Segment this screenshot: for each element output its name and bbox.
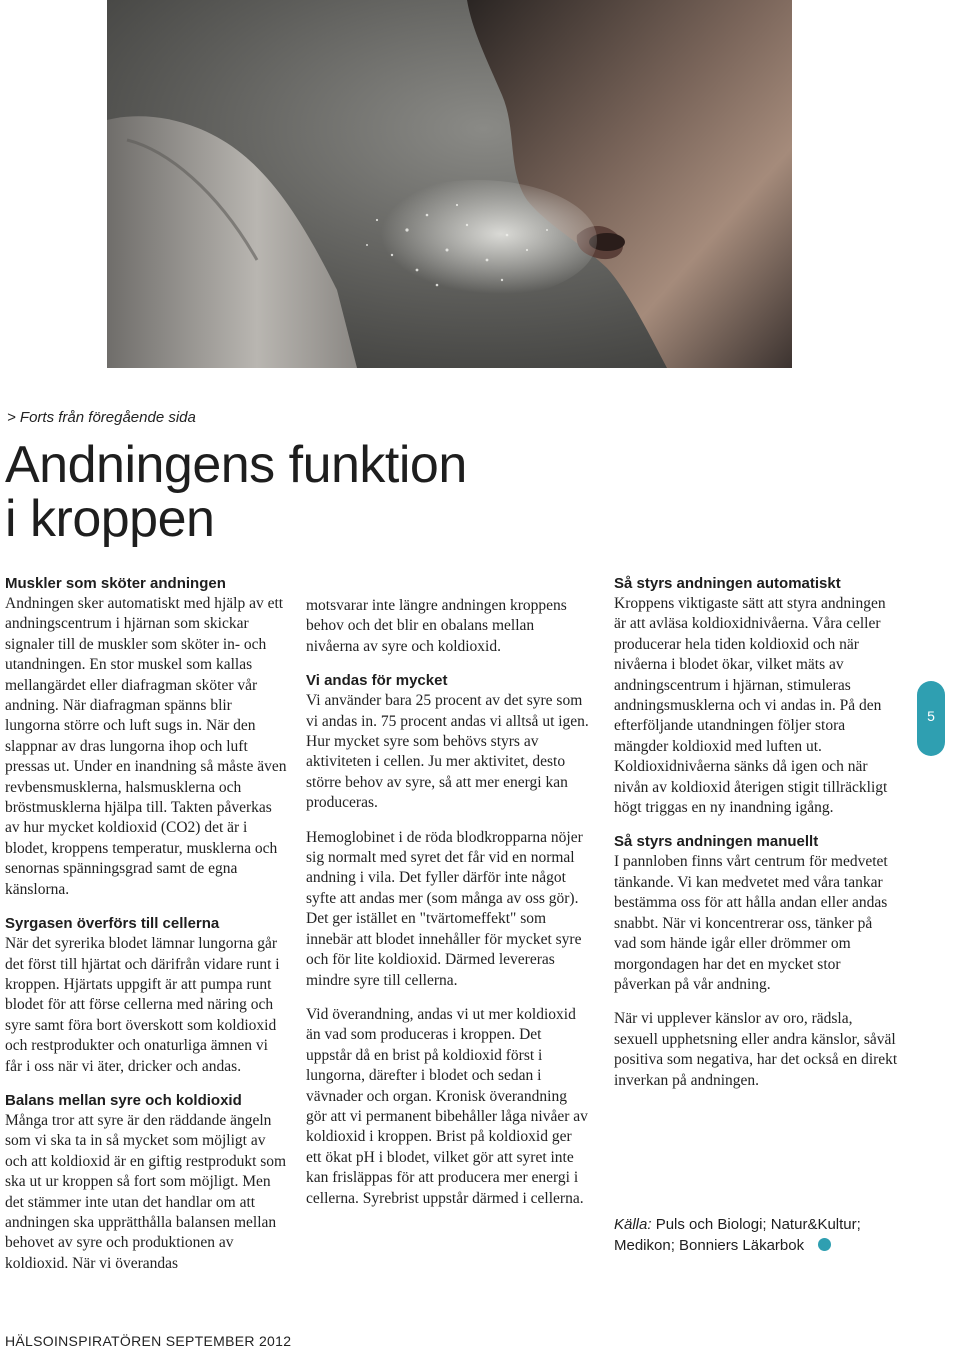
page-number-tab [917, 681, 945, 756]
heading-automatic-control: Så styrs andningen automatiskt [614, 575, 841, 592]
page-title [5, 438, 467, 546]
footer-publication: HÄLSOINSPIRATÖREN SEPTEMBER 2012 [5, 1333, 292, 1349]
paragraph-co2-deficit: Vid överandning, andas vi ut mer koldioxid än vad som produceras i kroppen. Det uppstår då en brist på koldioxid först i lungorna, därefter i blodet och sedan i vävnader och organ. Kronisk överandning gör att vi permanent bibehåller låga nivåer av koldioxid i kroppen. Brist på koldioxid ger ett ökat pH i blodet, vilket gör att syret inte kan frisläppas för att producera mer energi i cellerna. Syrebrist uppstår därmed i cellerna. [306, 1005, 588, 1207]
paragraph-manual-control: I pannloben finns vårt centrum för medvetet tänkande. Vi kan medvetet med våra tankar bestämma oss för att hålla andan eller andas snabbt. När vi koncentrerar oss, tänker på vad som hände igår eller drömmer om morgondagen har det en mycket stor påverkan på vår andning. [614, 853, 888, 993]
paragraph-muscles: Andningen sker automatiskt med hjälp av ett andningscentrum i hjärnan som skickar signaler till de muskler som sköter in- och utandningen. En stor muskel som kallas mellangärdet eller diafragman sköter vår andning. När diafragman spänns blir lungorna större och luft sugs in. När den slappnar av dras lungorna ihop och luft pressas ut. Under en inandning så måste även revbensmusklerna, halsmusklerna och bröstmusklerna hjälpa till. Takten påverkas av hur mycket koldioxid (CO2) det är i blodet, kroppens temperatur, musklerna och senornas spänningsgrad samt de egna känslorna. [5, 595, 287, 898]
column-2 [306, 596, 589, 1209]
paragraph-hemoglobin: Hemoglobinet i de röda blodkropparna nöjer sig normalt med syret det får vid en normal andning i vila. Det fyller därför inte något syfte att andas mer (som många av oss gör). Det ger istället en "tvärtomeffekt" som innebär att blodet innehåller för mycket syre och för lite koldioxid. Därmed levereras mindre syre till cellerna. [306, 828, 583, 989]
sneeze-photo [107, 0, 792, 368]
sneeze-photo-graphic [107, 0, 792, 368]
paragraph-continued: motsvarar inte längre andningen kroppens behov och det blir en obalans mellan nivåerna av syre och koldioxid. [306, 597, 567, 655]
heading-manual-control: Så styrs andningen manuellt [614, 833, 819, 851]
paragraph-oxygen-transfer: När det syrerika blodet lämnar lungorna går det först till hjärtat och därifrån vidare runt i kroppen. Hjärtats uppgift är att pumpa runt blodet för att förse cellerna med näring och syre samt föra bort överskott som koldioxid och restprodukter och onaturliga ämnen vi får i oss när vi äter, dricker och andas. [5, 935, 280, 1075]
continued-from-previous-page: > Forts från föregående sida [7, 409, 196, 426]
source-label: Källa: [614, 1216, 652, 1233]
heading-balance: Balans mellan syre och koldioxid [5, 1091, 242, 1109]
paragraph-automatic-control: Kroppens viktigaste sätt att styra andningen är att avläsa koldioxidnivåerna. Våra celler producerar hela tiden koldioxid och när nivåerna i blodet ökar, vilket mäts av andningscentrum i hjärnan, stimuleras andningsmusklerna och vi andas in. På den efterföljande utandningen följer stora mängder koldioxid med luften ut. Koldioxidnivåerna sänks då igen och när nivån av koldioxid återigen stigit tillräckligt högt triggas en ny inandning igång. [614, 595, 888, 817]
paragraph-balance: Många tror att syre är den räddande ängeln som vi ska ta in så mycket som möjligt av och att koldioxid är en giftig restprodukt som ska ut ur kroppen så fort som möjligt. Men det stämmer inte utan det handlar om att andningen ska upprätthålla balansen mellan behovet av syre och produktionen av koldioxid. När vi överandas [5, 1111, 287, 1272]
paragraph-emotions: När vi upplever känslor av oro, rädsla, sexuell upphetsning eller andra känslor, såväl positiva som negativa, har det också en direkt inverkan på andningen. [614, 1010, 898, 1089]
source-text: Puls och Biologi; Natur&Kultur; Medikon; Bonniers Läkarbok [614, 1216, 861, 1254]
column-3 [614, 574, 898, 1091]
page-number: 5 [927, 708, 935, 724]
title-line-2: i kroppen [5, 490, 215, 548]
column-1 [5, 574, 288, 1274]
source-credit [614, 1214, 914, 1256]
end-mark-dot-icon [818, 1238, 831, 1251]
heading-muscles: Muskler som sköter andningen [5, 575, 226, 592]
paragraph-oxygen-usage: Vi använder bara 25 procent av det syre som vi andas in. 75 procent andas vi alltså ut igen. Hur mycket syre som behövs styrs av aktiviteten i cellen. Ju mer aktivitet, desto större behov av syre, så att mer energi kan produceras. [306, 692, 589, 812]
title-line-1: Andningens funktion [5, 436, 467, 494]
heading-oxygen-transfer: Syrgasen överförs till cellerna [5, 915, 220, 933]
heading-overbreathing: Vi andas för mycket [306, 672, 448, 690]
